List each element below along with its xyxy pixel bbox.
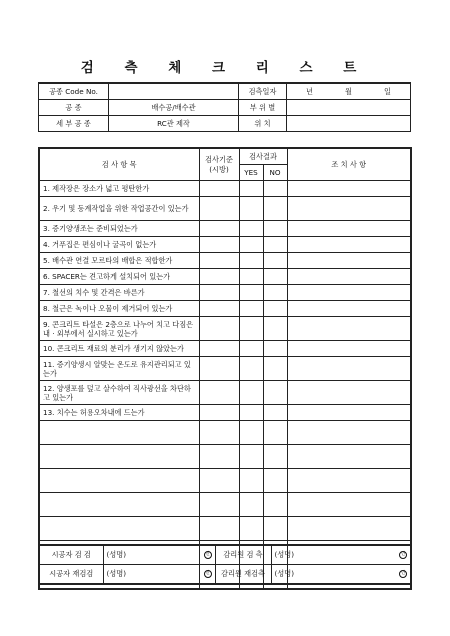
action-cell[interactable]	[287, 405, 411, 421]
item-cell: 5. 배수관 연결 모르타의 배합은 적합한가	[39, 253, 199, 269]
yes-cell[interactable]	[239, 469, 263, 493]
seal-icon: 인	[205, 571, 210, 576]
standard-cell[interactable]	[199, 341, 239, 357]
action-cell[interactable]	[287, 317, 411, 341]
no-cell[interactable]	[263, 317, 287, 341]
sign-row2-left-value-cell[interactable]	[103, 565, 215, 585]
action-cell[interactable]	[287, 421, 411, 445]
item-cell[interactable]	[39, 445, 199, 469]
table-row	[39, 197, 411, 221]
item-cell: 7. 철선의 치수 및 간격은 바른가	[39, 285, 199, 301]
action-cell[interactable]	[287, 517, 411, 541]
standard-cell[interactable]	[199, 253, 239, 269]
detail-value: RC관 제작	[109, 116, 239, 132]
no-cell[interactable]	[263, 493, 287, 517]
item-cell: 9. 콘크리트 타설은 2층으로 나누어 치고 다짐은 내 · 외부에서 실시하고 있는가	[39, 317, 199, 341]
action-cell[interactable]	[287, 381, 411, 405]
standard-cell[interactable]	[199, 469, 239, 493]
date-year-label: 년	[306, 86, 313, 96]
no-cell[interactable]	[263, 181, 287, 197]
table-row	[39, 381, 411, 405]
sign-row2-right-label: 감리원 재검측	[215, 565, 271, 585]
action-cell[interactable]	[287, 269, 411, 285]
item-cell: 10. 콘크리트 재료의 분리가 생기지 않았는가	[39, 341, 199, 357]
yes-cell[interactable]	[239, 421, 263, 445]
table-row	[39, 421, 411, 445]
item-header: 검 사 항 목	[39, 148, 199, 181]
sign-row2-left-value: (성명)	[106, 569, 126, 578]
standard-cell[interactable]	[199, 301, 239, 317]
table-row	[39, 221, 411, 237]
standard-cell[interactable]	[199, 421, 239, 445]
table-row	[39, 357, 411, 381]
item-cell: 1. 제작장은 장소가 넓고 평탄한가	[39, 181, 199, 197]
table-row	[39, 269, 411, 285]
item-cell[interactable]	[39, 469, 199, 493]
no-cell[interactable]	[263, 445, 287, 469]
table-row	[39, 405, 411, 421]
action-cell[interactable]	[287, 469, 411, 493]
yes-cell[interactable]	[239, 405, 263, 421]
yes-cell[interactable]	[239, 253, 263, 269]
item-cell: 11. 증기양생시 알맞는 온도로 유지관리되고 있는가	[39, 357, 199, 381]
work-label: 공 종	[39, 100, 109, 116]
yes-cell[interactable]	[239, 285, 263, 301]
work-value: 배수공/배수관	[109, 100, 239, 116]
action-cell[interactable]	[287, 445, 411, 469]
item-cell: 8. 철근은 녹이나 오물이 제거되어 있는가	[39, 301, 199, 317]
standard-cell[interactable]	[199, 317, 239, 341]
date-day-label: 일	[384, 86, 391, 96]
code-label: 공종 Code No.	[39, 83, 109, 100]
page-title: 검 측 체 크 리 스 트	[80, 60, 370, 76]
seal-icon: 인	[400, 571, 406, 576]
standard-header-line1: 검사기준	[205, 154, 233, 164]
yes-header: YES	[239, 165, 263, 181]
no-cell[interactable]	[263, 253, 287, 269]
yes-cell[interactable]	[239, 301, 263, 317]
standard-cell[interactable]	[199, 181, 239, 197]
no-cell[interactable]	[263, 405, 287, 421]
table-row	[39, 341, 411, 357]
table-row	[39, 301, 411, 317]
code-value-cell[interactable]	[109, 83, 239, 100]
action-cell[interactable]	[287, 197, 411, 221]
item-cell: 13. 치수는 허용오차내에 드는가	[39, 405, 199, 421]
no-cell[interactable]	[263, 381, 287, 405]
sign-row1-left-value-cell[interactable]	[103, 545, 215, 565]
table-row	[39, 237, 411, 253]
action-cell[interactable]	[287, 181, 411, 197]
standard-cell[interactable]	[199, 269, 239, 285]
action-cell[interactable]	[287, 221, 411, 237]
standard-cell[interactable]	[199, 405, 239, 421]
table-row	[39, 445, 411, 469]
item-cell[interactable]	[39, 493, 199, 517]
yes-cell[interactable]	[239, 317, 263, 341]
sign-row1-right-value-cell[interactable]	[271, 545, 411, 565]
action-header: 조 치 사 항	[287, 148, 411, 181]
table-row	[39, 493, 411, 517]
standard-cell[interactable]	[199, 197, 239, 221]
item-cell: 12. 양생포를 덮고 살수하여 직사광선을 차단하고 있는가	[39, 381, 199, 405]
item-cell: 4. 거푸집은 편심이나 굴곡이 없는가	[39, 237, 199, 253]
seal-icon: 인	[205, 552, 210, 557]
location-label: 위 치	[239, 116, 287, 132]
yes-cell[interactable]	[239, 181, 263, 197]
sign-row1-right-label: 감리원 검 측	[215, 545, 271, 565]
standard-cell[interactable]	[199, 357, 239, 381]
standard-cell[interactable]	[199, 237, 239, 253]
result-header: 검사결과	[239, 148, 287, 165]
action-cell[interactable]	[287, 237, 411, 253]
no-cell[interactable]	[263, 285, 287, 301]
action-cell[interactable]	[287, 301, 411, 317]
item-cell[interactable]	[39, 517, 199, 541]
checklist-table	[38, 147, 412, 590]
date-value-cell[interactable]	[287, 83, 411, 100]
yes-cell[interactable]	[239, 341, 263, 357]
item-cell: 2. 우기 및 동계작업을 위한 작업공간이 있는가	[39, 197, 199, 221]
sign-row2-left-label: 시공자 재검검	[39, 565, 103, 585]
sign-row2-right-value-cell[interactable]	[271, 565, 411, 585]
sign-row1-right-value: (성명)	[274, 550, 294, 559]
standard-cell[interactable]	[199, 517, 239, 541]
member-value-cell[interactable]	[287, 100, 411, 116]
no-cell[interactable]	[263, 221, 287, 237]
sign-table	[38, 544, 412, 585]
standard-header	[199, 148, 239, 181]
action-cell[interactable]	[287, 341, 411, 357]
no-cell[interactable]	[263, 269, 287, 285]
yes-cell[interactable]	[239, 517, 263, 541]
item-cell[interactable]	[39, 421, 199, 445]
yes-cell[interactable]	[239, 237, 263, 253]
no-header: NO	[263, 165, 287, 181]
no-cell[interactable]	[263, 237, 287, 253]
standard-header-line2: (시방)	[209, 164, 229, 174]
detail-label: 세 부 공 종	[39, 116, 109, 132]
no-cell[interactable]	[263, 197, 287, 221]
table-row	[39, 317, 411, 341]
action-cell[interactable]	[287, 357, 411, 381]
yes-cell[interactable]	[239, 221, 263, 237]
info-table	[38, 82, 411, 132]
action-cell[interactable]	[287, 493, 411, 517]
action-cell[interactable]	[287, 285, 411, 301]
seal-icon: 인	[400, 552, 406, 557]
standard-cell[interactable]	[199, 285, 239, 301]
yes-cell[interactable]	[239, 381, 263, 405]
standard-cell[interactable]	[199, 493, 239, 517]
table-row	[39, 181, 411, 197]
location-value-cell[interactable]	[287, 116, 411, 132]
sign-row1-left-label: 시공자 검 검	[39, 545, 103, 565]
yes-cell[interactable]	[239, 197, 263, 221]
no-cell[interactable]	[263, 341, 287, 357]
table-row	[39, 253, 411, 269]
no-cell[interactable]	[263, 357, 287, 381]
item-cell: 3. 증기양생조는 준비되었는가	[39, 221, 199, 237]
no-cell[interactable]	[263, 301, 287, 317]
standard-cell[interactable]	[199, 381, 239, 405]
item-cell: 6. SPACER는 견고하게 설치되어 있는가	[39, 269, 199, 285]
action-cell[interactable]	[287, 253, 411, 269]
standard-cell[interactable]	[199, 221, 239, 237]
yes-cell[interactable]	[239, 357, 263, 381]
yes-cell[interactable]	[239, 269, 263, 285]
date-month-label: 월	[345, 86, 352, 96]
no-cell[interactable]	[263, 421, 287, 445]
yes-cell[interactable]	[239, 493, 263, 517]
table-row	[39, 285, 411, 301]
standard-cell[interactable]	[199, 445, 239, 469]
sign-row1-left-value: (성명)	[106, 550, 126, 559]
sign-row2-right-value: (성명)	[274, 569, 294, 578]
table-row	[39, 469, 411, 493]
yes-cell[interactable]	[239, 445, 263, 469]
date-label: 검측일자	[239, 83, 287, 100]
no-cell[interactable]	[263, 469, 287, 493]
member-label: 부 위 별	[239, 100, 287, 116]
no-cell[interactable]	[263, 517, 287, 541]
table-row	[39, 517, 411, 541]
